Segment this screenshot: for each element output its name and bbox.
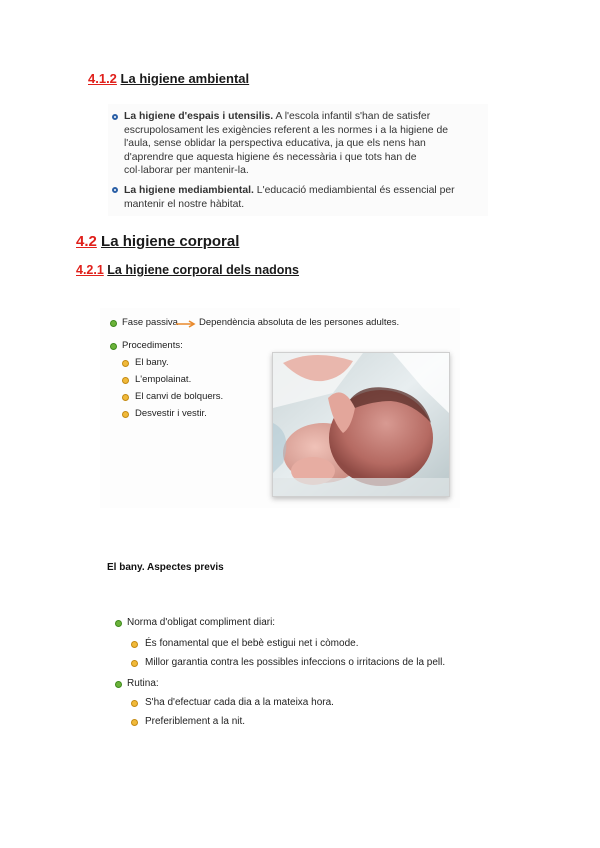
section-heading-4-1-2	[88, 71, 249, 86]
list-item	[124, 184, 464, 211]
procediments-label: Procediments:	[122, 340, 183, 351]
bullet-icon	[122, 377, 129, 384]
bullet-icon	[131, 641, 138, 648]
bullet-icon	[122, 411, 129, 418]
bullet-icon	[131, 700, 138, 707]
bullet-icon	[115, 681, 122, 688]
section-number: 4.1.2	[88, 71, 117, 86]
subheading-bany: El bany. Aspectes previs	[107, 562, 224, 573]
bullet-icon	[112, 114, 118, 120]
section-title: La higiene corporal	[101, 233, 240, 250]
section-heading-4-2	[76, 233, 239, 250]
item-bold-label: La higiene d'espais i utensilis.	[124, 111, 274, 122]
section-number: 4.2	[76, 233, 97, 250]
norma-label: Norma d'obligat compliment diari:	[127, 617, 276, 628]
section-heading-4-2-1	[76, 263, 299, 277]
list-item: El canvi de bolquers.	[135, 391, 224, 402]
fase-label: Fase passiva	[122, 317, 178, 328]
bullet-icon	[131, 719, 138, 726]
right-arrow-icon	[176, 320, 198, 328]
rutina-label: Rutina:	[127, 678, 159, 689]
item-bold-label: La higiene mediambiental.	[124, 185, 254, 196]
list-item: El bany.	[135, 357, 169, 368]
list-item: Preferiblement a la nit.	[145, 716, 246, 727]
bullet-icon	[122, 360, 129, 367]
list-item: Desvestir i vestir.	[135, 408, 207, 419]
bullet-icon	[110, 343, 117, 350]
item-text: A l'escola infantil s'han de satisfer escrupolosament les exigències referent a les normes i a la higiene de l'aula, sense oblidar la perspectiva educativa, ja que els nens han d'aprendre que aquesta higiene és necessària i que tots han de col·laborar per mantenir-la.	[124, 111, 449, 177]
list-item: S'ha d'efectuar cada dia a la mateixa hora.	[145, 697, 334, 708]
section-number: 4.2.1	[76, 263, 104, 277]
item-text: L'educació mediambiental és essencial per mantenir el nostre hàbitat.	[124, 185, 455, 210]
list-item	[124, 110, 464, 178]
section-title: La higiene corporal dels nadons	[107, 263, 300, 277]
bullet-icon	[122, 394, 129, 401]
baby-bath-photo	[272, 352, 450, 497]
bullet-icon	[115, 620, 122, 627]
bullet-icon	[110, 320, 117, 327]
section-title: La higiene ambiental	[120, 71, 250, 86]
list-item: És fonamental que el bebè estigui net i còmode.	[145, 638, 359, 649]
bullet-icon	[112, 187, 118, 193]
bullet-icon	[131, 660, 138, 667]
fase-description: Dependència absoluta de les persones adultes.	[199, 317, 400, 328]
list-item: L'empolainat.	[135, 374, 192, 385]
list-item: Millor garantia contra les possibles infeccions o irritacions de la pell.	[145, 657, 446, 668]
